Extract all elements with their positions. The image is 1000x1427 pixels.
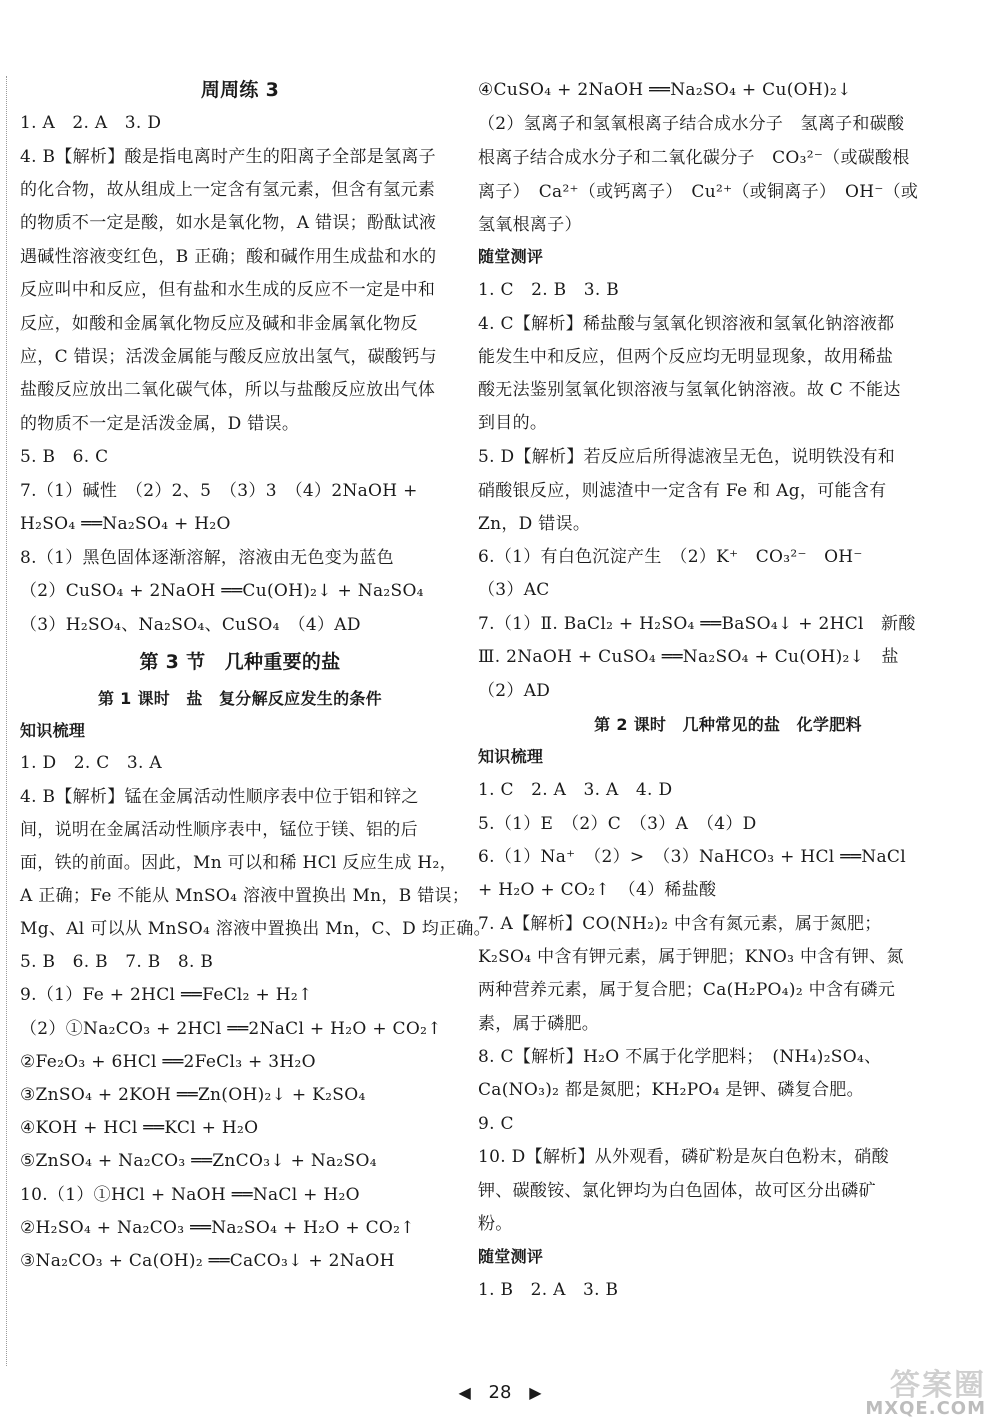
answer-line: 4. B【解析】酸是指电离时产生的阳离子全部是氢离子 [20, 147, 436, 167]
answer-line: ⑤ZnSO₄ + Na₂CO₃ ══ZnCO₃↓ + Na₂SO₄ [20, 1151, 377, 1171]
answer-line: Mg、Al 可以从 MnSO₄ 溶液中置换出 Mn，C、D 均正确。 [20, 919, 491, 939]
answer-line: 酸无法鉴别氢氧化钡溶液与氢氧化钠溶液。故 C 不能达 [478, 380, 901, 400]
answer-line: 的化合物，故从组成上一定含有氢元素，但含有氢元素 [20, 180, 436, 200]
answer-line: 到目的。 [478, 413, 548, 433]
column-rule [6, 76, 7, 1366]
answer-line: ③Na₂CO₃ + Ca(OH)₂ ══CaCO₃↓ + 2NaOH [20, 1251, 395, 1271]
answer-line: 两种营养元素，属于复合肥；Ca(H₂PO₄)₂ 中含有磷元 [478, 980, 896, 1000]
answer-line: H₂SO₄ ══Na₂SO₄ + H₂O [20, 514, 231, 534]
answer-line: 4. B【解析】锰在金属活动性顺序表中位于铝和锌之 [20, 787, 419, 807]
answer-line: 10.（1）①HCl + NaOH ══NaCl + H₂O [20, 1185, 360, 1205]
answer-line: （2）CuSO₄ + 2NaOH ══Cu(OH)₂↓ + Na₂SO₄ [20, 581, 424, 601]
answer-line: 根离子结合成水分子和二氧化碳分子 CO₃²⁻（或碳酸根 [478, 148, 910, 168]
lesson-title: 第 1 课时 盐 复分解反应发生的条件 [98, 689, 382, 708]
answer-line: 1. C 2. A 3. A 4. D [478, 780, 673, 800]
answer-line: 离子） Ca²⁺（或钙离子） Cu²⁺（或铜离子） OH⁻（或 [478, 182, 919, 202]
test-heading: 随堂测评 [478, 1247, 544, 1266]
knowledge-heading: 知识梳理 [478, 747, 544, 766]
answer-line: 应，C 错误；活泼金属能与酸反应放出氢气，碳酸钙与 [20, 347, 437, 367]
answer-line: ③ZnSO₄ + 2KOH ══Zn(OH)₂↓ + K₂SO₄ [20, 1085, 366, 1105]
answer-line: 反应叫中和反应，但有盐和水生成的反应不一定是中和 [20, 280, 436, 300]
answer-line: （3）H₂SO₄、Na₂SO₄、CuSO₄ （4）AD [20, 615, 361, 635]
answer-line: 5. B 6. C [20, 447, 109, 467]
answer-line: 氢氧根离子） [478, 215, 582, 235]
answer-line: 7.（1）Ⅱ. BaCl₂ + H₂SO₄ ══BaSO₄↓ + 2HCl 新酸 [478, 614, 916, 634]
test-heading: 随堂测评 [478, 247, 544, 266]
answer-line: 1. A 2. A 3. D [20, 113, 162, 133]
left-triangle-icon[interactable]: ◀ [458, 1383, 471, 1402]
answer-line: ④CuSO₄ + 2NaOH ══Na₂SO₄ + Cu(OH)₂↓ [478, 80, 852, 100]
knowledge-heading: 知识梳理 [20, 721, 86, 740]
answer-line: 遇碱性溶液变红色，B 正确；酸和碱作用生成盐和水的 [20, 247, 437, 267]
answer-line: 1. B 2. A 3. B [478, 1280, 619, 1300]
watermark-text: 答案圈 [890, 1368, 986, 1403]
answer-line: （2）氢离子和氢氧根离子结合成水分子 氢离子和碳酸 [478, 114, 905, 134]
answer-line: （2）AD [478, 681, 551, 701]
answer-line: ④KOH + HCl ══KCl + H₂O [20, 1118, 259, 1138]
answer-line: Ca(NO₃)₂ 都是氮肥；KH₂PO₄ 是钾、磷复合肥。 [478, 1080, 864, 1100]
answer-line: 钾、碳酸铵、氯化钾均为白色固体，故可区分出磷矿 [478, 1181, 876, 1201]
page-navigation [0, 1382, 1000, 1403]
answer-line: 6.（1）有白色沉淀产生 （2）K⁺ CO₃²⁻ OH⁻ [478, 547, 863, 567]
answer-line: 1. C 2. B 3. B [478, 280, 620, 300]
answer-line: 6.（1）Na⁺ （2）> （3）NaHCO₃ + HCl ══NaCl [478, 847, 906, 867]
answer-line: 能发生中和反应，但两个反应均无明显现象，故用稀盐 [478, 347, 894, 367]
answer-line: 9. C [478, 1114, 514, 1134]
answer-line: 1. D 2. C 3. A [20, 753, 162, 773]
answer-line: （3）AC [478, 580, 550, 600]
answer-line: 盐酸反应放出二氧化碳气体，所以与盐酸反应放出气体 [20, 380, 436, 400]
answer-line: 的物质不一定是活泼金属，D 错误。 [20, 414, 300, 434]
answer-line: 间，说明在金属活动性顺序表中，锰位于镁、铝的后 [20, 820, 418, 840]
answer-line: 7. A【解析】CO(NH₂)₂ 中含有氮元素，属于氮肥； [478, 914, 882, 934]
answer-line: A 正确；Fe 不能从 MnSO₄ 溶液中置换出 Mn，B 错误； [20, 886, 470, 906]
right-triangle-icon[interactable]: ▶ [529, 1383, 542, 1402]
lesson-title: 第 2 课时 几种常见的盐 化学肥料 [594, 715, 862, 734]
answer-line: 5.（1）E （2）C （3）A （4）D [478, 814, 757, 834]
answer-line: （2）①Na₂CO₃ + 2HCl ══2NaCl + H₂O + CO₂↑ [20, 1019, 442, 1039]
answer-line: + H₂O + CO₂↑ （4）稀盐酸 [478, 880, 717, 900]
answer-line: 10. D【解析】从外观看，磷矿粉是灰白色粉末，硝酸 [478, 1147, 889, 1167]
watermark-logo [858, 1360, 986, 1420]
answer-line: Zn，D 错误。 [478, 514, 591, 534]
answer-line: 5. B 6. B 7. B 8. B [20, 952, 214, 972]
answer-line: 9.（1）Fe + 2HCl ══FeCl₂ + H₂↑ [20, 985, 313, 1005]
weekly-practice-title: 周周练 3 [200, 79, 280, 101]
answer-line: K₂SO₄ 中含有钾元素，属于钾肥；KNO₃ 中含有钾、氮 [478, 947, 904, 967]
answer-line: 4. C【解析】稀盐酸与氢氧化钡溶液和氢氧化钠溶液都 [478, 314, 895, 334]
answer-line: 粉。 [478, 1214, 513, 1234]
answer-line: 7.（1）碱性 （2）2、5 （3）3 （4）2NaOH + [20, 481, 418, 501]
answer-line: ②Fe₂O₃ + 6HCl ══2FeCl₃ + 3H₂O [20, 1052, 316, 1072]
section-title: 第 3 节 几种重要的盐 [139, 651, 341, 673]
watermark-url: MXQE.COM [865, 1398, 986, 1419]
answer-line: 素，属于磷肥。 [478, 1014, 600, 1034]
answer-line: 5. D【解析】若反应后所得滤液呈无色，说明铁没有和 [478, 447, 896, 467]
page-number: 28 [488, 1382, 512, 1403]
answer-line: 8.（1）黑色固体逐渐溶解，溶液由无色变为蓝色 [20, 548, 394, 568]
answer-line: ②H₂SO₄ + Na₂CO₃ ══Na₂SO₄ + H₂O + CO₂↑ [20, 1218, 415, 1238]
answer-line: Ⅲ. 2NaOH + CuSO₄ ══Na₂SO₄ + Cu(OH)₂↓ 盐 [478, 647, 899, 667]
answer-line: 的物质不一定是酸，如水是氧化物，A 错误；酚酞试液 [20, 213, 437, 233]
answer-line: 硝酸银反应，则滤渣中一定含有 Fe 和 Ag，可能含有 [478, 481, 887, 501]
answer-line: 反应，如酸和金属氧化物反应及碱和非金属氧化物反 [20, 314, 418, 334]
answer-line: 面，铁的前面。因此，Mn 可以和稀 HCl 反应生成 H₂， [20, 853, 457, 873]
answer-line: 8. C【解析】H₂O 不属于化学肥料； (NH₄)₂SO₄、 [478, 1047, 882, 1067]
